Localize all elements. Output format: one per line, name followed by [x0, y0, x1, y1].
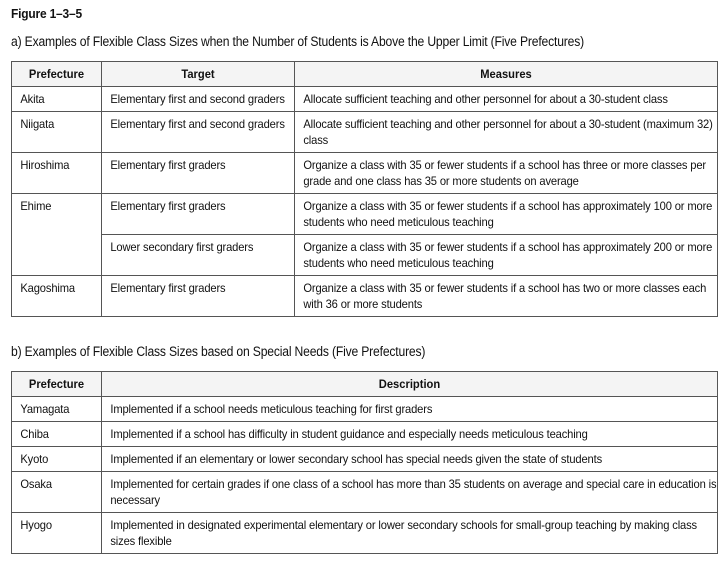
- measures-cell: Organize a class with 35 or fewer students if a school has two or more classes each with 36 or more students: [295, 276, 718, 317]
- target-cell: Elementary first and second graders: [102, 112, 295, 153]
- measures-cell: Organize a class with 35 or fewer students if a school has approximately 200 or more students who need meticulous teaching: [295, 235, 718, 276]
- target-cell: Elementary first graders: [102, 276, 295, 317]
- measures-cell: Allocate sufficient teaching and other personnel for about a 30-student (maximum 32) class: [295, 112, 718, 153]
- measures-cell: Allocate sufficient teaching and other personnel for about a 30-student class: [295, 87, 718, 112]
- prefecture-cell: Chiba: [12, 422, 102, 447]
- table-row: [12, 276, 718, 317]
- prefecture-cell: Osaka: [12, 472, 102, 513]
- table-row: [12, 397, 718, 422]
- table-row: [12, 447, 718, 472]
- target-cell: Lower secondary first graders: [102, 235, 295, 276]
- measures-cell: Organize a class with 35 or fewer students if a school has approximately 100 or more students who need meticulous teaching: [295, 194, 718, 235]
- measures-cell: Organize a class with 35 or fewer students if a school has three or more classes per grade and one class has 35 or more students on average: [295, 153, 718, 194]
- prefecture-cell: Yamagata: [12, 397, 102, 422]
- table-row: [12, 513, 718, 554]
- section-a-title: a) Examples of Flexible Class Sizes when the Number of Students is Above the Upper Limit (Five Prefectures): [11, 34, 584, 49]
- description-cell: Implemented if a school has difficulty in student guidance and especially needs meticulous teaching: [102, 422, 718, 447]
- target-cell: Elementary first graders: [102, 153, 295, 194]
- column-header-description: Description: [102, 372, 718, 397]
- column-header-prefecture: Prefecture: [12, 372, 102, 397]
- description-cell: Implemented for certain grades if one class of a school has more than 35 students on average and special care in education is necessary: [102, 472, 718, 513]
- description-cell: Implemented in designated experimental elementary or lower secondary schools for small-group teaching by making class sizes flexible: [102, 513, 718, 554]
- prefecture-cell: Hyogo: [12, 513, 102, 554]
- table-row: [12, 153, 718, 194]
- prefecture-cell: Niigata: [12, 112, 102, 153]
- description-cell: Implemented if a school needs meticulous teaching for first graders: [102, 397, 718, 422]
- target-cell: Elementary first graders: [102, 194, 295, 235]
- prefecture-cell: Ehime: [12, 194, 102, 276]
- figure-title: Figure 1–3–5: [11, 6, 82, 21]
- table-row: [12, 194, 718, 235]
- flexible-class-sizes-special-needs-table: [11, 371, 718, 554]
- table-row: [12, 112, 718, 153]
- table-row: [12, 87, 718, 112]
- target-cell: Elementary first and second graders: [102, 87, 295, 112]
- table-row: [12, 472, 718, 513]
- section-b-title: b) Examples of Flexible Class Sizes based on Special Needs (Five Prefectures): [11, 344, 426, 359]
- table-a-header-row: [12, 62, 718, 87]
- prefecture-cell: Akita: [12, 87, 102, 112]
- column-header-prefecture: Prefecture: [12, 62, 102, 87]
- column-header-measures: Measures: [295, 62, 718, 87]
- prefecture-cell: Kyoto: [12, 447, 102, 472]
- table-row: [12, 235, 718, 276]
- flexible-class-sizes-upper-limit-table: [11, 61, 718, 317]
- table-row: [12, 422, 718, 447]
- table-b-header-row: [12, 372, 718, 397]
- prefecture-cell: Kagoshima: [12, 276, 102, 317]
- description-cell: Implemented if an elementary or lower secondary school has special needs given the state of students: [102, 447, 718, 472]
- prefecture-cell: Hiroshima: [12, 153, 102, 194]
- column-header-target: Target: [102, 62, 295, 87]
